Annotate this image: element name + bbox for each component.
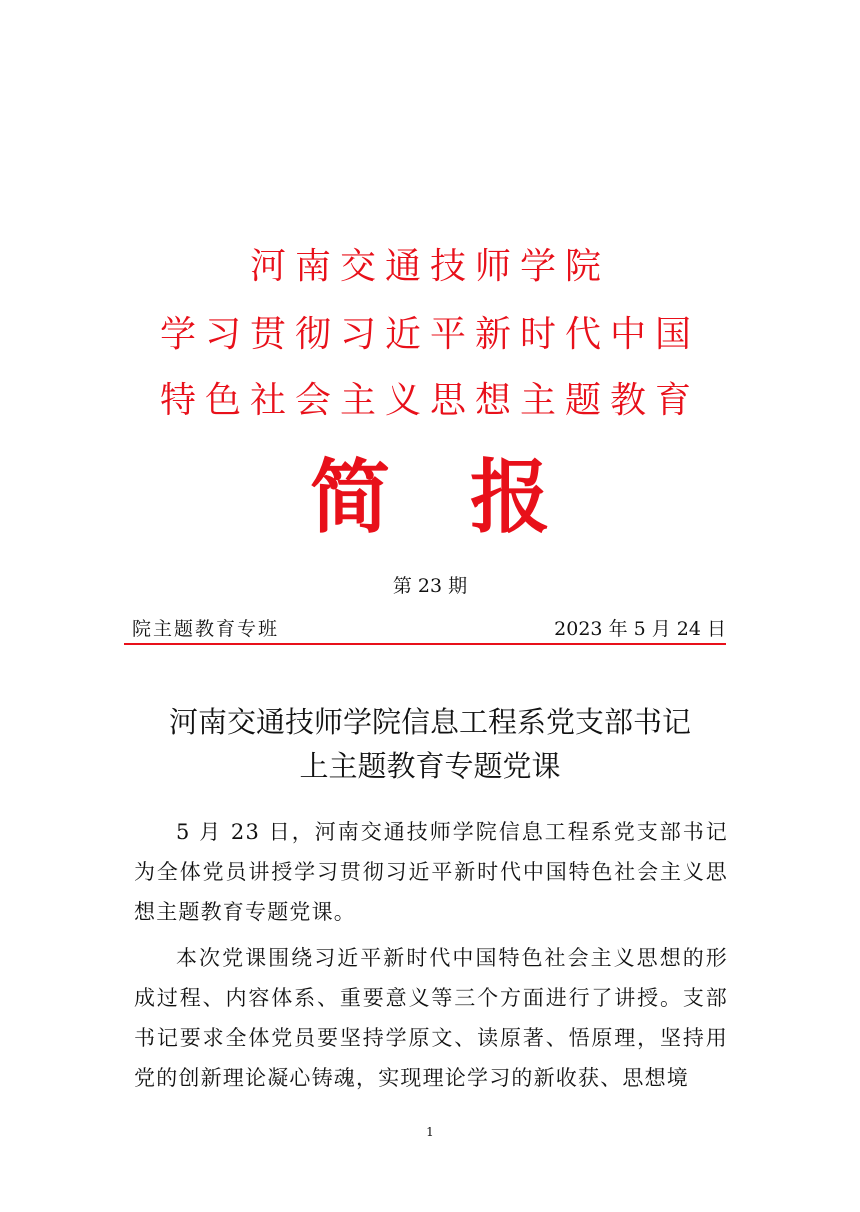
masthead-line-2: 学习贯彻习近平新时代中国 (159, 314, 700, 355)
page-number: 1 (426, 1125, 434, 1139)
department-label: 院主题教育专班 (132, 618, 280, 640)
article-title-line-1: 河南交通技师学院信息工程系党支部书记 (168, 705, 691, 739)
article-paragraph: 5 月 23 日，河南交通技师学院信息工程系党支部书记为全体党员讲授学习贯彻习近平新时代中国特色社会主义思想主题教育专题党课。 (134, 820, 728, 924)
masthead-line-3: 特色社会主义思想主题教育 (159, 380, 700, 421)
article-paragraph: 本次党课围绕习近平新时代中国特色社会主义思想的形成过程、内容体系、重要意义等三个方面进行了讲授。支部书记要求全体党员要坚持学原文、读原著、悟原理，坚持用党的创新理论凝心铸魂，实现理论学习的新收获、思想境 (134, 946, 728, 1090)
issue-number: 第 23 期 (392, 575, 468, 597)
publication-date: 2023 年 5 月 24 日 (554, 618, 726, 640)
masthead-brief-title: 简报 (310, 451, 630, 544)
article-title-line-2: 上主题教育专题党课 (299, 749, 561, 783)
masthead-line-1: 河南交通技师学院 (249, 246, 610, 287)
article-body (134, 812, 728, 1104)
red-divider-rule (124, 643, 726, 645)
